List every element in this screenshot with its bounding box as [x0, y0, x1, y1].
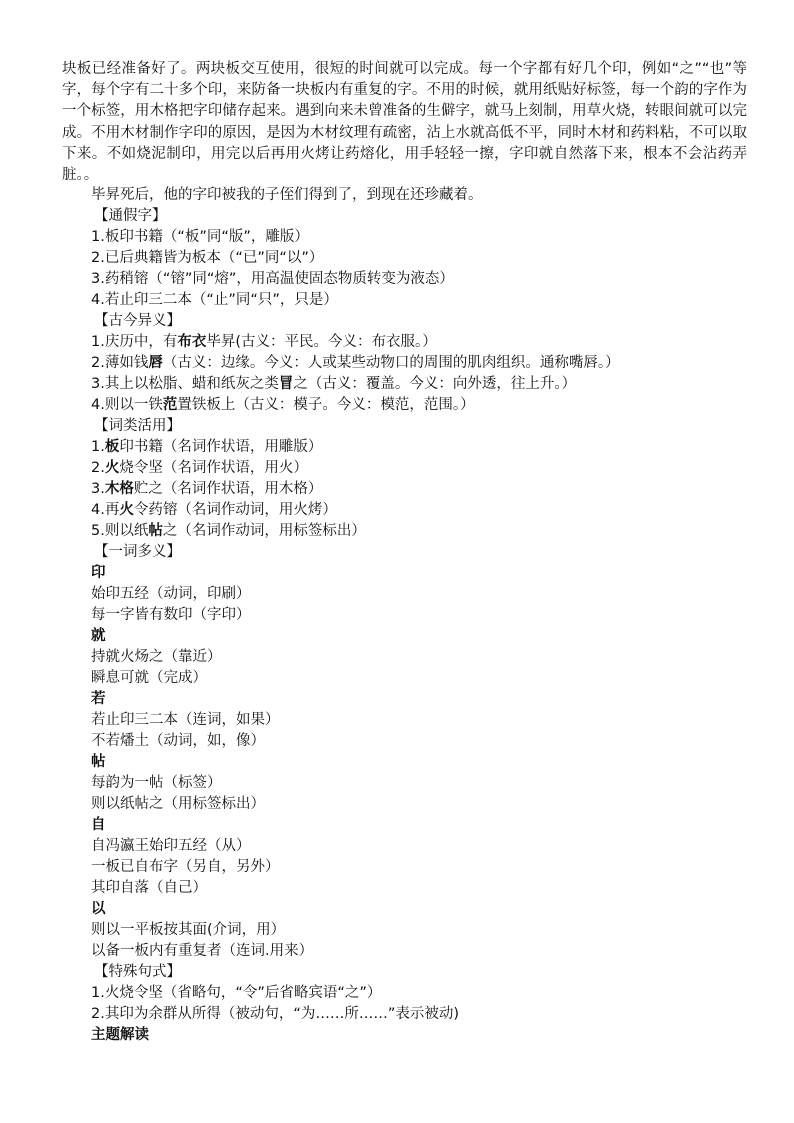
- item-text: 3.其上以松脂、蜡和纸灰之类: [91, 376, 279, 392]
- item-text: 5.则以纸: [91, 523, 149, 539]
- polysemy-sense: 以备一板内有重复者（连词.用来）: [91, 943, 314, 959]
- cileihuoyong-item: [91, 521, 366, 542]
- gujinyiyi-heading: 【古今异义】: [94, 313, 181, 329]
- item-text: 烧令坚（名词作状语，用火）: [119, 460, 308, 476]
- key-word: 冒: [278, 376, 294, 392]
- cileihuoyong-item: [91, 500, 337, 521]
- key-word: 帖: [148, 523, 163, 539]
- key-word: 范: [162, 397, 178, 413]
- polysemy-word: 若: [91, 691, 106, 707]
- item-text: 4.再: [91, 502, 120, 518]
- polysemy-word: 自: [91, 817, 106, 833]
- item-text: 置铁板上（古义：模子。今义：模范，范围。）: [177, 397, 475, 413]
- tongjiazi-item: 3.药稍镕（“镕”同“熔”，用高温使固态物质转变为液态）: [91, 271, 454, 287]
- polysemy-sense: 一板已自布字（另自，另外）: [91, 859, 280, 875]
- key-word: 布衣: [177, 334, 207, 350]
- key-word: 板: [104, 439, 120, 455]
- key-word: 火: [119, 502, 134, 518]
- key-word: 木格: [104, 481, 134, 497]
- polysemy-sense: 自冯瀛王始印五经（从）: [91, 838, 251, 854]
- cileihuoyong-item: [91, 479, 322, 500]
- polysemy-sense: 则以一平板按其面(介词，用）: [91, 922, 286, 938]
- section-heading-theme: 主题解读: [91, 1027, 149, 1043]
- tongjiazi-item: 2.已后典籍皆为板本（“已”同“以”）: [91, 250, 324, 266]
- teshujushi-heading: 【特殊句式】: [94, 964, 181, 980]
- polysemy-sense: 持就火炀之（靠近）: [91, 649, 222, 665]
- gujinyiyi-item: [91, 395, 475, 416]
- item-text: 贮之（名词作状语，用木格）: [133, 481, 323, 497]
- item-text: 毕昇(古义：平民。今义：布衣服。）: [206, 334, 437, 350]
- gujinyiyi-item: [91, 374, 576, 395]
- item-text: 4.则以一铁: [91, 397, 163, 413]
- polysemy-sense: 不若燔土（动词，如，像）: [91, 733, 265, 749]
- tongjiazi-heading: 【通假字】: [94, 208, 167, 224]
- key-word: 火: [104, 460, 120, 476]
- yiciduoyi-heading: 【一词多义】: [94, 544, 181, 560]
- item-text: 印书籍（名词作状语，用雕版）: [119, 439, 323, 455]
- polysemy-sense: 其印自落（自己）: [91, 880, 207, 896]
- polysemy-word: 帖: [91, 754, 106, 770]
- polysemy-sense: 每一字皆有数印（字印）: [91, 607, 251, 623]
- polysemy-word: 就: [91, 628, 106, 644]
- cileihuoyong-heading: 【词类活用】: [94, 418, 181, 434]
- polysemy-sense: 若止印三二本（连词，如果）: [91, 712, 280, 728]
- polysemy-sense: 则以纸帖之（用标签标出）: [91, 796, 265, 812]
- item-text: 令药镕（名词作动词，用火烤）: [133, 502, 337, 518]
- gujinyiyi-item: [91, 332, 437, 353]
- translation-paragraph-2: 毕昇死后，他的字印被我的子侄们得到了，到现在还珍藏着。: [91, 187, 483, 203]
- item-text: 2.薄如钱: [91, 355, 149, 371]
- cileihuoyong-item: [91, 458, 308, 479]
- teshujushi-item: 2.其印为余群从所得（被动句，“为……所……”表示被动): [91, 1006, 460, 1022]
- tongjiazi-item: 1.板印书籍（“板”同“版”，雕版）: [91, 229, 309, 245]
- teshujushi-item: 1.火烧令坚（省略句，“令”后省略宾语“之”）: [91, 985, 382, 1001]
- tongjiazi-item: 4.若止印三二本（“止”同“只”，只是）: [91, 292, 338, 308]
- polysemy-word: 以: [91, 901, 106, 917]
- key-word: 唇: [148, 355, 163, 371]
- item-text: 1.: [91, 439, 105, 455]
- polysemy-sense: 始印五经（动词，印刷）: [91, 586, 251, 602]
- item-text: 2.: [91, 460, 105, 476]
- item-text: 之（名词作动词，用标签标出）: [162, 523, 366, 539]
- cileihuoyong-item: [91, 437, 322, 458]
- item-text: 1.庆历中，有: [91, 334, 178, 350]
- polysemy-sense: 每韵为一帖（标签）: [91, 775, 222, 791]
- polysemy-word: 印: [91, 565, 106, 581]
- item-text: 3.: [91, 481, 105, 497]
- translation-paragraph: 块板已经准备好了。两块板交互使用，很短的时间就可以完成。每一个字都有好几个印，例如“之”“也”等字，每个字有二十多个印，来防备一块板内有重复的字。不用的时候，就用纸贴好标签，每一个韵的字作为一个标签，用木格把字印储存起来。遇到向来未曾准备的生僻字，就马上刻制，用草火烧，转眼间就可以完成。不用木材制作字印的原因，是因为木材纹理有疏密，沾上水就高低不平，同时木材和药料粘，不可以取下来。不如烧泥制印，用完以后再用火烤让药熔化，用手轻轻一擦，字印就自然落下来，根本不会沾药弄脏。。: [62, 61, 747, 184]
- gujinyiyi-item: [91, 353, 620, 374]
- item-text: 之（古义：覆盖。今义：向外透，往上升。）: [293, 376, 577, 392]
- polysemy-sense: 瞬息可就（完成）: [91, 670, 207, 686]
- item-text: （古义：边缘。今义：人或某些动物口的周围的肌肉组织。通称嘴唇。）: [162, 355, 620, 371]
